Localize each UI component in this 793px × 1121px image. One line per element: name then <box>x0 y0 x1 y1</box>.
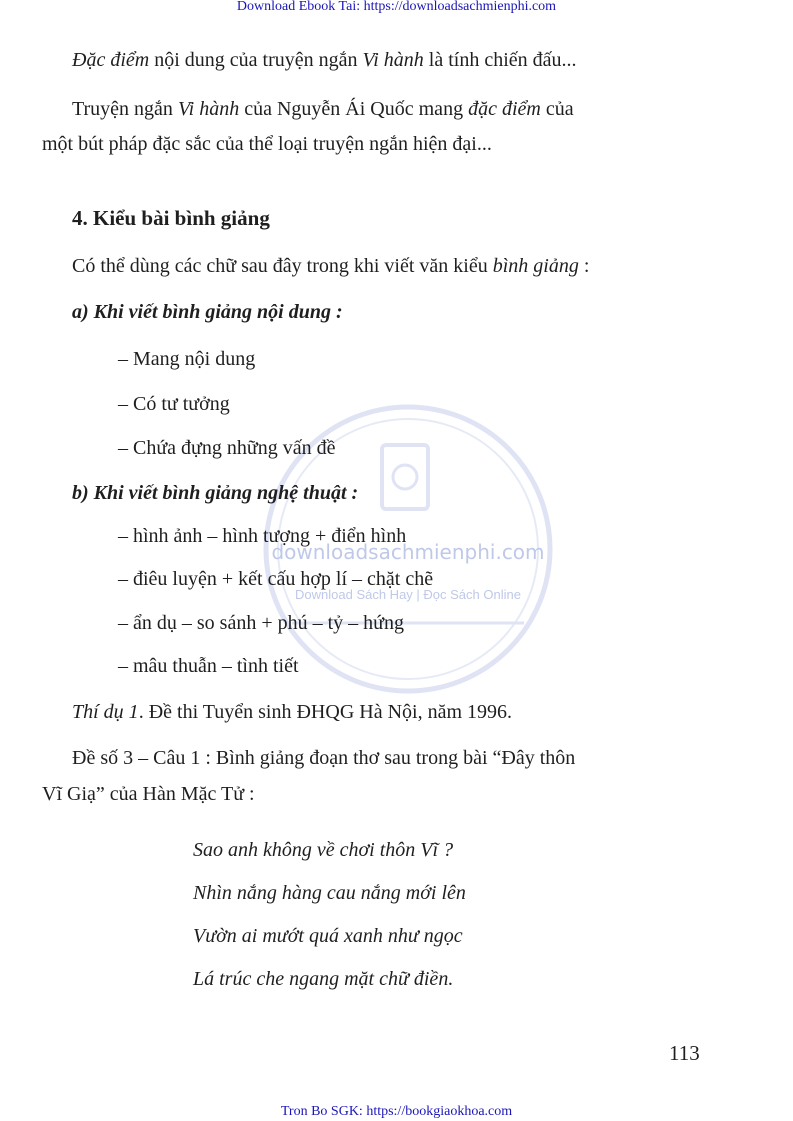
term-binh-giang: bình giảng <box>492 255 579 277</box>
subheading-a: a) Khi viết bình giảng nội dung : <box>72 301 343 323</box>
list-b-item: – điêu luyện + kết cấu hợp lí – chặt chẽ <box>118 568 434 590</box>
section-heading: 4. Kiểu bài bình giảng <box>72 206 270 230</box>
watermark-site: downloadsachmienphi.com <box>271 540 545 564</box>
term-dac-diem: Đặc điểm <box>72 49 150 71</box>
term-dac-diem: đặc điểm <box>468 98 541 120</box>
title-vi-hanh: Vi hành <box>362 49 424 71</box>
question-line-1: Đề số 3 – Câu 1 : Bình giảng đoạn thơ sau trong bài “Đây thôn <box>72 747 576 769</box>
poem-line: Vườn ai mướt quá xanh như ngọc <box>193 925 463 947</box>
list-b-item: – ẩn dụ – so sánh + phú – tỷ – hứng <box>118 612 404 634</box>
question-line-2: Vĩ Giạ” của Hàn Mặc Tử : <box>42 783 255 805</box>
list-a-item: – Chứa đựng những vấn đề <box>118 437 336 459</box>
text: : <box>578 255 590 277</box>
poem-line: Sao anh không về chơi thôn Vĩ ? <box>193 839 454 861</box>
example-label: Thí dụ 1 <box>72 701 139 723</box>
text: Có thể dùng các chữ sau đây trong khi viết văn kiểu <box>72 255 493 277</box>
poem-line: Nhìn nắng hàng cau nắng mới lên <box>193 882 466 904</box>
watermark-tagline: Download Sách Hay | Đọc Sách Online <box>295 587 521 602</box>
poem-line: Lá trúc che ngang mặt chữ điền. <box>193 968 454 990</box>
header-download-link[interactable]: Download Ebook Tai: https://downloadsachmienphi.com <box>236 0 557 14</box>
example-1 <box>72 700 512 724</box>
text: của <box>540 98 574 120</box>
text: của Nguyễn Ái Quốc mang <box>239 98 469 120</box>
subheading-b: b) Khi viết bình giảng nghệ thuật : <box>72 482 359 504</box>
paragraph-1 <box>72 48 577 72</box>
paragraph-2-line-2: một bút pháp đặc sắc của thể loại truyện ngắn hiện đại... <box>42 133 492 155</box>
section-intro <box>72 254 589 278</box>
page-number: 113 <box>669 1041 700 1065</box>
text: . Đề thi Tuyển sinh ĐHQG Hà Nội, năm 1996. <box>138 701 513 723</box>
title-vi-hanh: Vi hành <box>177 98 240 120</box>
list-b-item: – hình ảnh – hình tượng + điển hình <box>118 525 407 547</box>
list-a-item: – Mang nội dung <box>118 348 256 370</box>
text: là tính chiến đấu... <box>423 49 577 71</box>
text: Truyện ngắn <box>72 98 178 120</box>
list-b-item: – mâu thuẫn – tình tiết <box>118 655 299 677</box>
footer-sgk-link[interactable]: Tron Bo SGK: https://bookgiaokhoa.com <box>280 1104 513 1119</box>
paragraph-2-line-1 <box>72 97 574 121</box>
list-a-item: – Có tư tưởng <box>118 393 230 415</box>
text: nội dung của truyện ngắn <box>149 49 363 71</box>
